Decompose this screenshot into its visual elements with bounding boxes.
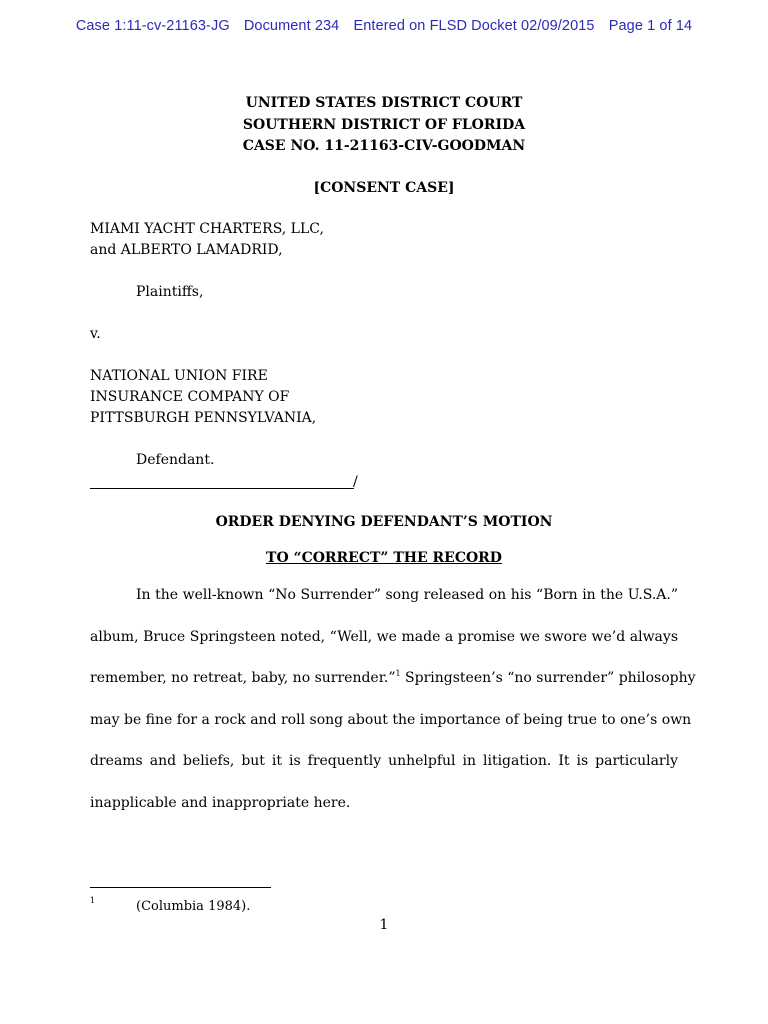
order-title-line-2 <box>90 550 678 566</box>
body-line-6: inapplicable and inappropriate here. <box>90 794 351 811</box>
order-title-line-1: ORDER DENYING DEFENDANT’S MOTION <box>215 514 553 530</box>
body-line-4: may be fine for a rock and roll song about the importance of being true to one’s own <box>90 711 692 728</box>
consent-case: [CONSENT CASE] <box>313 180 455 196</box>
order-title-line-2-text: TO “CORRECT” THE RECORD <box>266 550 502 566</box>
defendant-line-2: INSURANCE COMPANY OF <box>90 389 290 405</box>
caption-slash: / <box>353 474 358 490</box>
footnote-number: 1 <box>90 896 96 905</box>
versus: v. <box>90 326 101 342</box>
stamp-page: Page 1 of 14 <box>608 18 693 34</box>
stamp-document: Document 234 <box>243 18 340 34</box>
body-paragraph <box>90 575 696 825</box>
plaintiff-line-2: and ALBERTO LAMADRID, <box>90 242 283 258</box>
defendant-line-3: PITTSBURGH PENNSYLVANIA, <box>90 410 317 426</box>
body-line-3a: remember, no retreat, baby, no surrender.” <box>90 670 396 687</box>
footnote-rule <box>90 887 271 888</box>
body-line-3 <box>90 658 696 700</box>
district-name: SOUTHERN DISTRICT OF FLORIDA <box>242 117 526 133</box>
court-name: UNITED STATES DISTRICT COURT <box>245 95 523 111</box>
defendant-line-1: NATIONAL UNION FIRE <box>90 368 268 384</box>
case-number: CASE NO. 11-21163-CIV-GOODMAN <box>242 138 526 154</box>
docket-stamp <box>0 18 768 34</box>
body-line-3b: Springsteen’s “no surrender” philosophy <box>400 670 696 687</box>
plaintiffs-label: Plaintiffs, <box>136 284 204 300</box>
stamp-entered: Entered on FLSD Docket 02/09/2015 <box>353 18 595 34</box>
body-line-2: album, Bruce Springsteen noted, “Well, we made a promise we swore we’d always <box>90 628 678 645</box>
caption-rule <box>90 488 354 489</box>
footnote-ref: 1 <box>395 669 401 679</box>
body-line-5: dreams and beliefs, but it is frequently unhelpful in litigation. It is particularly <box>90 753 678 770</box>
defendant-label: Defendant. <box>136 452 215 468</box>
stamp-case: Case 1:11-cv-21163-JG <box>75 18 230 34</box>
page-number: 1 <box>379 917 389 933</box>
plaintiff-line-1: MIAMI YACHT CHARTERS, LLC, <box>90 221 324 237</box>
footnote-text: (Columbia 1984). <box>136 899 251 914</box>
body-line-1: In the well-known “No Surrender” song released on his “Born in the U.S.A.” <box>136 587 678 603</box>
